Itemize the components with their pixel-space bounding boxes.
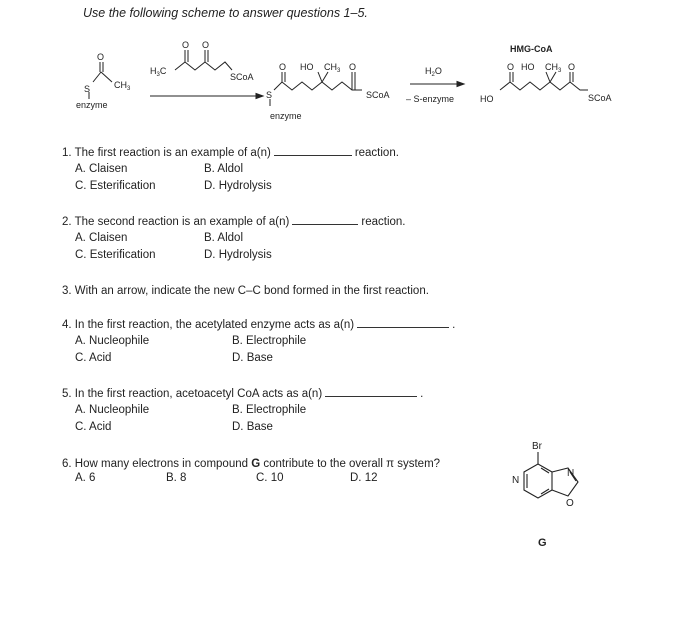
question-6	[62, 456, 440, 473]
intermediate-scoa-label: SCoA	[366, 90, 390, 100]
compound-g-label: G	[538, 537, 547, 549]
q2-option-d: D. Hydrolysis	[204, 249, 272, 261]
arrow2-byproduct-label: – S-enzyme	[406, 94, 455, 104]
question-4-tail: .	[452, 319, 456, 331]
q4-option-b: B. Electrophile	[232, 335, 307, 347]
q4-option-d: D. Base	[232, 352, 273, 364]
compound-g-structure	[500, 436, 610, 556]
intro-text: Use the following scheme to answer questions 1–5.	[83, 6, 368, 20]
compound-g-o-oxazole: O	[566, 498, 574, 509]
q1-option-c: C. Esterification	[75, 180, 156, 192]
q4-option-a: A. Nucleophile	[75, 335, 150, 347]
reaction-scheme	[0, 30, 700, 130]
q6-option-b: B. 8	[166, 472, 187, 484]
compound-g-n-oxazole: N	[567, 468, 575, 479]
q5-option-d: D. Base	[232, 421, 273, 433]
reactant-s-label: S	[84, 84, 91, 94]
answer-blank-4[interactable]	[357, 317, 449, 328]
question-1-tail: reaction.	[354, 147, 399, 159]
q1-option-b: B. Aldol	[204, 163, 243, 175]
question-5	[62, 386, 423, 403]
intermediate-o-label: O	[279, 62, 287, 72]
q5-option-a: A. Nucleophile	[75, 404, 150, 416]
question-2	[62, 214, 405, 231]
question-5-tail: .	[420, 388, 424, 400]
q2-option-a: A. Claisen	[75, 232, 128, 244]
intermediate-o2-label: O	[349, 62, 357, 72]
reactant-ch3-label: $CH_3$	[114, 80, 131, 92]
product-ho-label: HO	[480, 94, 494, 104]
intermediate-s-label: S	[266, 90, 273, 100]
arrow1-o2-label: O	[202, 40, 210, 50]
arrow1-scoa-label: SCoA	[230, 72, 254, 82]
question-1	[62, 145, 399, 162]
q6-option-d: D. 12	[350, 472, 378, 484]
q2-option-b: B. Aldol	[204, 232, 243, 244]
question-4-text: 4. In the first reaction, the acetylated enzyme acts as a(n)	[62, 319, 355, 331]
question-2-tail: reaction.	[361, 216, 406, 228]
product-ho-top-label: HO	[521, 62, 535, 72]
product-o-label: O	[507, 62, 515, 72]
compound-g-br: Br	[532, 441, 542, 452]
q6-option-c: C. 10	[256, 472, 284, 484]
intermediate-enzyme-label: enzyme	[270, 111, 302, 121]
intermediate-ho-label: HO	[300, 62, 314, 72]
answer-blank-1[interactable]	[274, 145, 352, 156]
intermediate-ch3-label: $CH_3$	[324, 62, 341, 74]
answer-blank-2[interactable]	[292, 214, 358, 225]
q1-option-a: A. Claisen	[75, 163, 128, 175]
answer-blank-5[interactable]	[325, 386, 417, 397]
question-6-text-pre: 6. How many electrons in compound	[62, 458, 252, 470]
q5-option-b: B. Electrophile	[232, 404, 307, 416]
question-1-text: 1. The first reaction is an example of a(n)	[62, 147, 271, 159]
question-3-text: 3. With an arrow, indicate the new C–C bond formed in the first reaction.	[62, 285, 429, 297]
question-5-text: 5. In the first reaction, acetoacetyl CoA acts as a(n)	[62, 388, 323, 400]
q6-option-a: A. 6	[75, 472, 96, 484]
arrow1-o1-label: O	[182, 40, 190, 50]
q1-option-d: D. Hydrolysis	[204, 180, 272, 192]
product-title: HMG-CoA	[510, 44, 553, 54]
question-4	[62, 317, 455, 334]
question-6-text-post: contribute to the overall π system?	[260, 458, 441, 470]
question-2-text: 2. The second reaction is an example of a(n)	[62, 216, 290, 228]
question-6-compound: G	[251, 458, 261, 470]
arrow1-h3c-label: $H_3C$	[150, 66, 167, 78]
product-ch3-label: $CH_3$	[545, 62, 562, 74]
arrow2-water-label: $H_2O$	[425, 66, 442, 78]
q2-option-c: C. Esterification	[75, 249, 156, 261]
reactant-o-label: O	[97, 52, 105, 62]
q5-option-c: C. Acid	[75, 421, 112, 433]
product-scoa-label: SCoA	[588, 93, 612, 103]
reactant-enzyme-label: enzyme	[76, 100, 108, 110]
compound-g-n-ring: N	[512, 475, 520, 486]
question-3	[62, 283, 429, 300]
product-o2-label: O	[568, 62, 576, 72]
q4-option-c: C. Acid	[75, 352, 112, 364]
